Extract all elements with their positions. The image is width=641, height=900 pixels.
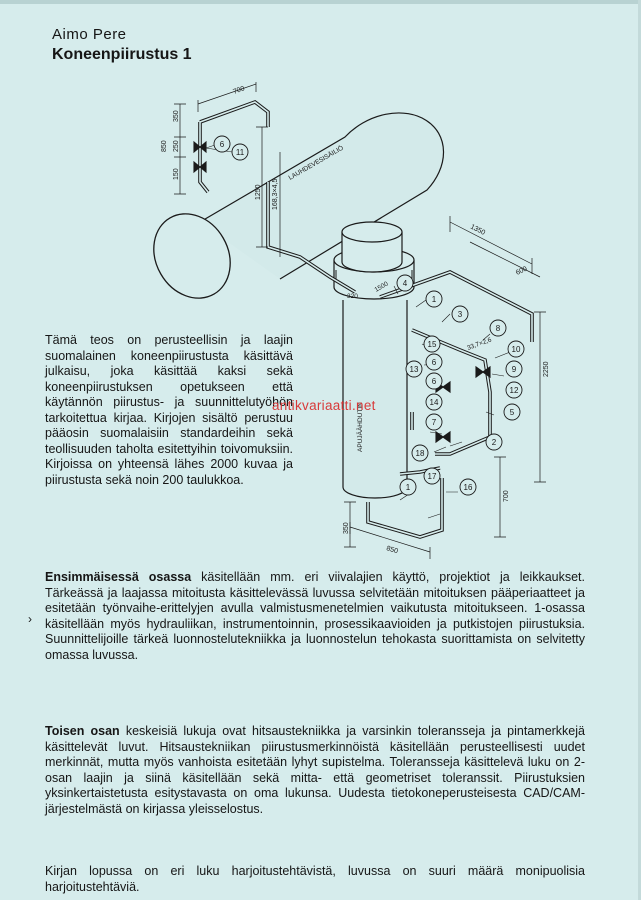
margin-mark: › bbox=[28, 612, 32, 626]
part-one-paragraph bbox=[45, 570, 585, 663]
callout bbox=[426, 373, 442, 389]
svg-text:12: 12 bbox=[509, 386, 519, 395]
svg-text:1: 1 bbox=[405, 483, 411, 492]
svg-text:7: 7 bbox=[431, 418, 437, 427]
dim-850-bottom: 850 bbox=[385, 545, 399, 556]
dim-600: 600 bbox=[514, 265, 529, 277]
part-one-heading: Ensimmäisessä osassa bbox=[45, 570, 192, 584]
svg-text:2: 2 bbox=[491, 438, 497, 447]
auxiliary-cooler bbox=[334, 222, 414, 498]
svg-text:13: 13 bbox=[409, 365, 419, 374]
page-top-edge bbox=[0, 0, 641, 4]
dim-350-bottom: 350 bbox=[343, 522, 350, 534]
dim-1500: 1500 bbox=[373, 280, 390, 294]
intro-paragraph: Tämä teos on perusteellisin ja laajin suomalainen koneenpiirustusta käsittävä julkaisu, joka käsittää kaksi sekä koneenpiirustuksen opetukseen että käytännön piirustus- ja suunnittelutyöhön tarkoitettua kirjaa. Kirjojen sisältö perustuu pääosin suomalaisiin standardeihin sekä teollisuuden taholta esitettyihin toivomuksiin. Kirjoissa on yhteensä lähes 2000 kuvaa ja piirustusta sekä noin 200 taulukkoa. bbox=[45, 333, 293, 487]
part-two-heading: Toisen osan bbox=[45, 724, 120, 738]
callout bbox=[232, 144, 248, 160]
callout bbox=[508, 341, 524, 357]
callout bbox=[426, 291, 442, 307]
callout bbox=[406, 361, 422, 377]
svg-text:9: 9 bbox=[511, 365, 517, 374]
watermark: antikvariaatti.net bbox=[272, 398, 376, 413]
svg-text:11: 11 bbox=[235, 148, 245, 157]
callout bbox=[460, 479, 476, 495]
svg-text:6: 6 bbox=[219, 140, 225, 149]
svg-text:6: 6 bbox=[431, 358, 437, 367]
svg-text:18: 18 bbox=[415, 449, 425, 458]
callout bbox=[504, 404, 520, 420]
callout bbox=[452, 306, 468, 322]
part-two-paragraph bbox=[45, 724, 585, 817]
callout bbox=[490, 320, 506, 336]
dim-150: 150 bbox=[173, 168, 180, 180]
callout bbox=[400, 479, 416, 495]
callout bbox=[506, 382, 522, 398]
svg-text:10: 10 bbox=[511, 345, 521, 354]
author-name: Aimo Pere bbox=[52, 26, 127, 43]
svg-text:6: 6 bbox=[431, 377, 437, 386]
callout bbox=[426, 354, 442, 370]
callout bbox=[424, 336, 440, 352]
svg-text:15: 15 bbox=[427, 340, 437, 349]
callout bbox=[424, 468, 440, 484]
callout bbox=[486, 434, 502, 450]
svg-text:1: 1 bbox=[431, 295, 437, 304]
svg-text:17: 17 bbox=[427, 472, 437, 481]
vessel-label: APUJÄÄHDUTIN bbox=[357, 402, 364, 452]
tank-label: LAUHDEVESISÄILIÖ bbox=[287, 144, 345, 182]
dim-350-top: 350 bbox=[173, 110, 180, 122]
dim-1350: 1350 bbox=[469, 223, 487, 237]
dim-1250: 1250 bbox=[255, 184, 262, 200]
svg-text:8: 8 bbox=[495, 324, 501, 333]
dim-2250: 2250 bbox=[543, 361, 550, 377]
book-title: Koneenpiirustus 1 bbox=[52, 46, 192, 63]
dim-pipe-size: 168,3×4,5 bbox=[272, 178, 279, 210]
callout bbox=[506, 361, 522, 377]
dim-700-bottom: 700 bbox=[503, 490, 510, 502]
svg-text:4: 4 bbox=[402, 279, 408, 288]
dim-320: 320 bbox=[347, 293, 358, 300]
dim-250: 250 bbox=[173, 140, 180, 152]
dim-700-top: 700 bbox=[232, 85, 246, 96]
part-two-body: keskeisiä lukuja ovat hitsaustekniikka ja varsinkin toleransseja ja pintamerkkejä käsittelevät luvut. Hitsaustekniikan piirustusmerkinnöistä käsitellään perusteellisesti uudet merkinnät, mutta myös vanhoista esitetään lyhyt supistelma. Toleransseja käsittelevä luku on 2-osan laajin ja siinä käsitellään sekä mitta- että geometriset toleranssit. Piirustuksien yksinkertaistetusta esitystavasta on oma lukunsa. Uudesta tietokoneperusteisesta CAD/CAM-järjestelmästä on kirjassa yleisselostus. bbox=[45, 724, 585, 816]
callout bbox=[214, 136, 230, 152]
dim-small-pipe: 33,7×2,6 bbox=[466, 336, 493, 352]
callout bbox=[412, 445, 428, 461]
closing-paragraph: Kirjan lopussa on eri luku harjoitustehtävistä, luvussa on suuri määrä monipuolisia harjoitustehtäviä. bbox=[45, 864, 585, 894]
svg-text:3: 3 bbox=[457, 310, 463, 319]
dim-850-left: 850 bbox=[161, 140, 168, 152]
svg-text:14: 14 bbox=[429, 398, 439, 407]
callout bbox=[397, 275, 413, 291]
part-one-body: käsitellään mm. eri viivalajien käyttö, projektiot ja leikkaukset. Tärkeässä ja laajassa mitoitusta käsittelevässä luvussa selvitetään mitoituksen pääperiaatteet ja esitetään työnvaihe-erittelyjen avulla valmistusmenetelmien vaikutusta mitoitukseen. 1-osassa käsitellään myös hydrauliikan, instrumentoinnin, prosessikaavioiden ja putkistojen piirustuksia. Suunnittelijoille tärkeä luonnostelutekniikka ja luonnostelun tehokasta suorittamista on selvitetty omassa luvussa. bbox=[45, 570, 585, 662]
callout bbox=[426, 414, 442, 430]
svg-text:5: 5 bbox=[509, 408, 515, 417]
isometric-piping-drawing bbox=[150, 82, 550, 562]
callout bbox=[426, 394, 442, 410]
svg-text:16: 16 bbox=[463, 483, 473, 492]
